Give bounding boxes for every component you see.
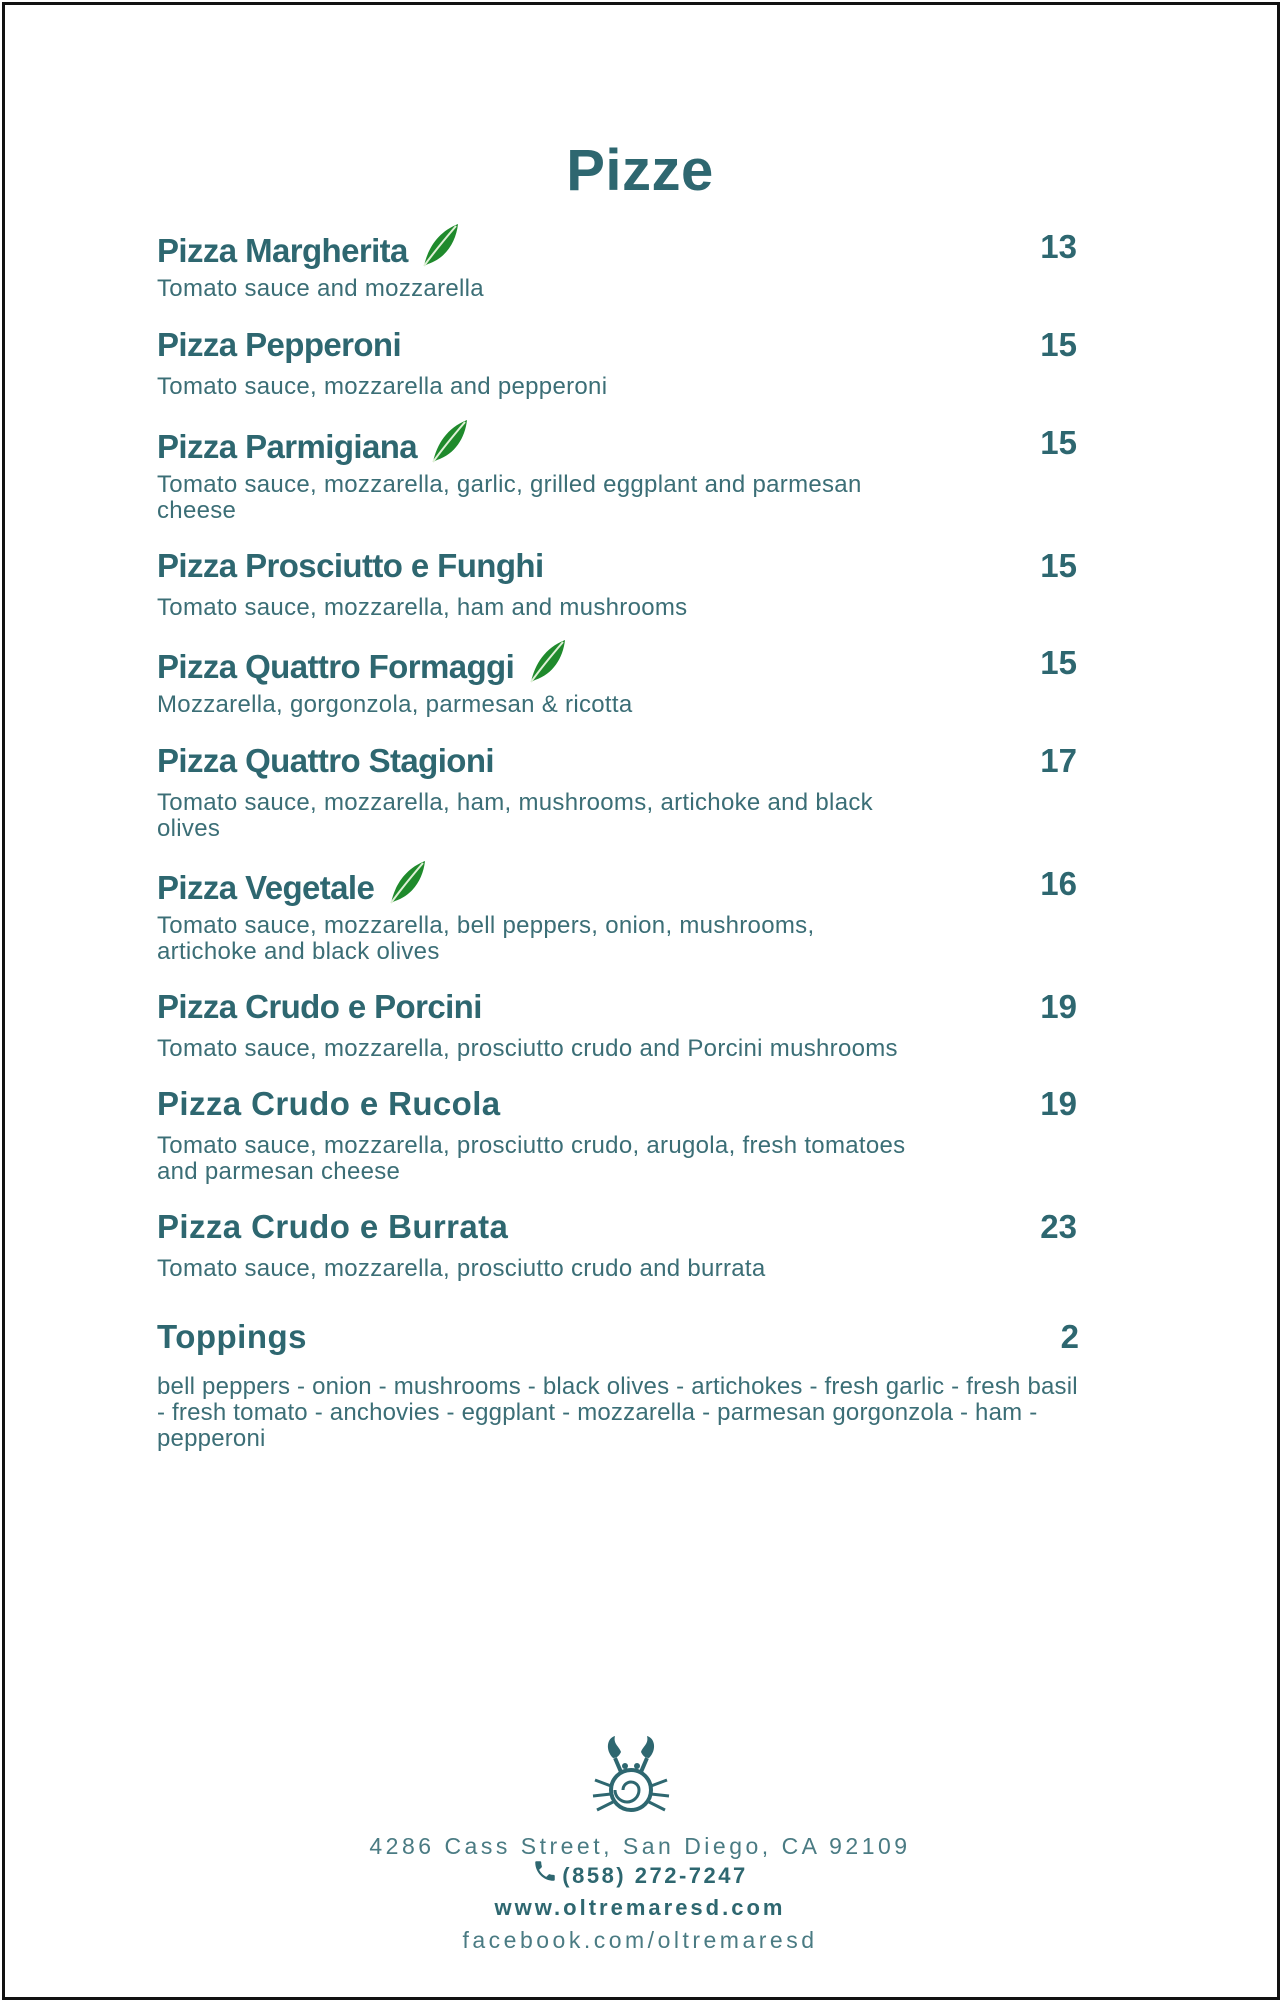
phone-number: (858) 272-7247: [562, 1863, 748, 1888]
menu-item: [157, 865, 1077, 965]
item-price: 19: [1040, 988, 1077, 1025]
item-price: 15: [1040, 424, 1077, 461]
phone-icon: [532, 1858, 558, 1890]
menu-item: [157, 1085, 1077, 1185]
item-description: Tomato sauce, mozzarella, ham, mushrooms, artichoke and black olives: [157, 789, 873, 842]
facebook-link[interactable]: facebook.com/oltremaresd: [462, 1927, 818, 1953]
item-price: 16: [1040, 865, 1077, 902]
leaf-icon: [527, 638, 567, 689]
toppings-section: [157, 1318, 1079, 1452]
toppings-list: bell peppers - onion - mushrooms - black olives - artichokes - fresh garlic - fresh basil - fresh tomato - anchovies - eggplant - mozzarella - parmesan gorgonzola - ham - pepperoni: [157, 1373, 1078, 1452]
item-name: Pizza Quattro Formaggi: [157, 647, 515, 685]
item-name: Pizza Crudo e Porcini: [157, 988, 482, 1025]
menu-item: [157, 742, 1077, 842]
item-name: Pizza Crudo e Rucola: [157, 1085, 501, 1122]
menu-title: Pizze: [566, 138, 714, 203]
menu-item: [157, 1208, 1077, 1282]
item-price: 15: [1040, 547, 1077, 584]
menu-item: [157, 424, 1077, 524]
item-description: Tomato sauce, mozzarella, prosciutto crudo and Porcini mushrooms: [157, 1035, 898, 1062]
menu-item: [157, 326, 1077, 400]
menu-item: [157, 988, 1077, 1062]
item-price: 19: [1040, 1085, 1077, 1122]
address: 4286 Cass Street, San Diego, CA 92109: [369, 1833, 911, 1859]
item-description: Tomato sauce, mozzarella, ham and mushrooms: [157, 594, 688, 621]
item-description: Mozzarella, gorgonzola, parmesan & ricotta: [157, 691, 633, 718]
item-price: 17: [1040, 742, 1077, 779]
leaf-icon: [429, 418, 469, 469]
crab-logo: [575, 1736, 695, 1821]
toppings-price: 2: [1060, 1318, 1079, 1355]
toppings-title: Toppings: [157, 1318, 308, 1355]
leaf-icon: [420, 222, 460, 273]
item-name: Pizza Pepperoni: [157, 326, 402, 363]
item-description: Tomato sauce, mozzarella, prosciutto crudo, arugola, fresh tomatoes and parmesan cheese: [157, 1132, 906, 1185]
item-name: Pizza Parmigiana: [157, 427, 418, 465]
item-name: Pizza Crudo e Burrata: [157, 1208, 509, 1245]
phone-line[interactable]: [0, 1863, 1280, 1890]
item-price: 13: [1040, 228, 1077, 265]
item-price: 15: [1040, 644, 1077, 681]
menu-item: [157, 547, 1077, 621]
item-name: Pizza Margherita: [157, 231, 408, 269]
menu-item: [157, 228, 1077, 302]
menu-item: [157, 644, 1077, 718]
item-description: Tomato sauce, mozzarella, bell peppers, onion, mushrooms, artichoke and black olives: [157, 912, 815, 965]
item-name: Pizza Vegetale: [157, 868, 375, 906]
item-price: 15: [1040, 326, 1077, 363]
website-link[interactable]: www.oltremaresd.com: [494, 1895, 786, 1920]
item-description: Tomato sauce, mozzarella, garlic, grilled eggplant and parmesan cheese: [157, 471, 862, 524]
item-name: Pizza Quattro Stagioni: [157, 742, 494, 779]
leaf-icon: [387, 859, 427, 910]
item-name: Pizza Prosciutto e Funghi: [157, 547, 544, 584]
item-description: Tomato sauce, mozzarella, prosciutto crudo and burrata: [157, 1255, 766, 1282]
item-description: Tomato sauce and mozzarella: [157, 275, 484, 302]
item-description: Tomato sauce, mozzarella and pepperoni: [157, 373, 608, 400]
item-price: 23: [1040, 1208, 1077, 1245]
